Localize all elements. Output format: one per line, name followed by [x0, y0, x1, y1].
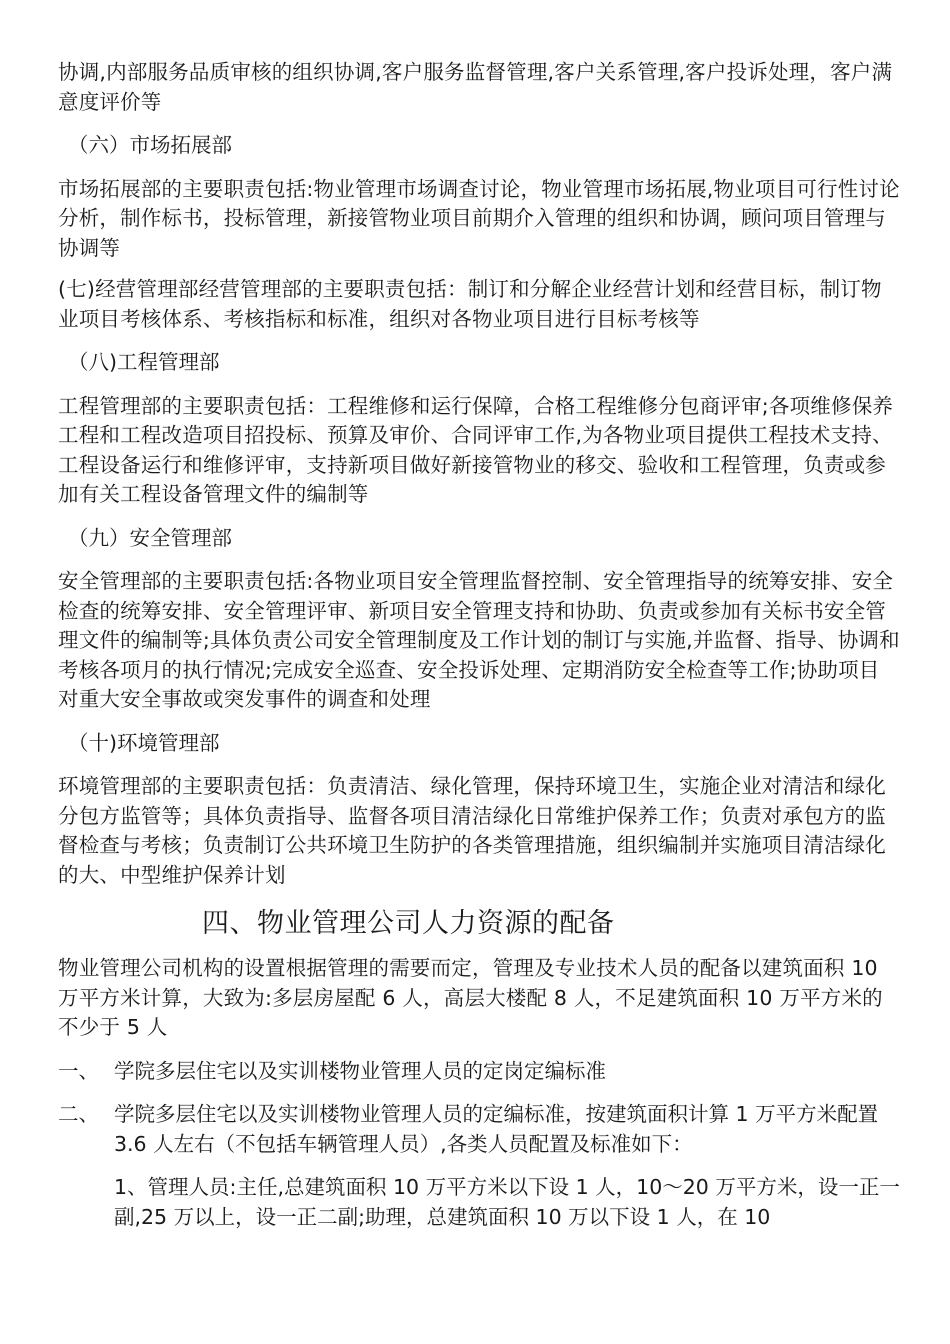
heading-market-expansion: （六）市场拓展部 — [68, 133, 232, 157]
paragraph-engineering: 工程管理部的主要职责包括：工程维修和运行保障，合格工程维修分包商评审;各项维修保养工程和工程改造项目招投标、预算及审价、合同评审工作,为各物业项目提供工程技术支持、工程设备运行和维修评审，支持新项目做好新接管物业的移交、验收和工程管理，负责或参加有关工程设备管理文件的编制等 — [58, 393, 894, 506]
item-number: 一、 — [58, 1058, 99, 1083]
paragraph-security: 安全管理部的主要职责包括:各物业项目安全管理监督控制、安全管理指导的统筹安排、安全检查的统筹安排、安全管理评审、新项目安全管理支持和协助、负责或参加有关标书安全管理文件的编制等;具体负责公司安全管理制度及工作计划的制订与实施,并监督、指导、协调和考核各项月的执行情况;完成安全巡查、安全投诉处理、定期消防安全检查等工作;协助项目对重大安全事故或突发事件的调查和处理 — [58, 569, 900, 711]
heading-security: （九）安全管理部 — [68, 525, 232, 550]
paragraph-customer-service: 协调,内部服务品质审核的组织协调,客户服务监督管理,客户关系管理,客户投诉处理，客户满意度评价等 — [58, 60, 893, 114]
paragraph-hr-allocation: 物业管理公司机构的设置根据管理的需要而定，管理及专业技术人员的配备以建筑面积 10 万平方米计算，大致为:多层房屋配 6 人，高层大楼配 8 人，不足建筑面积 10 万平方米的不少于 5 人 — [58, 956, 883, 1039]
document-page — [58, 58, 900, 1232]
sub-item-management-staff: 1、管理人员:主任,总建筑面积 10 万平方米以下设 1 人，10～20 万平方米，设一正一副,25 万以上，设一正二副;助理，总建筑面积 10 万以下设 1 人，在 10 — [114, 1175, 900, 1229]
paragraph-environment: 环境管理部的主要职责包括：负责清洁、绿化管理，保持环境卫生，实施企业对清洁和绿化分包方监管等；具体负责指导、监督各项目清洁绿化日常维护保养工作；负责对承包方的监督检查与考核；负责制订公共环境卫生防护的各类管理措施，组织编制并实施项目清洁绿化的大、中型维护保养计划 — [58, 774, 886, 887]
heading-engineering: （八)工程管理部 — [68, 350, 220, 374]
section-title-hr: 四、物业管理公司人力资源的配备 — [202, 908, 615, 939]
item-text: 学院多层住宅以及实训楼物业管理人员的定岗定编标准 — [114, 1058, 606, 1083]
heading-environment: （十)环境管理部 — [68, 730, 220, 755]
paragraph-operations-management: (七)经营管理部经营管理部的主要职责包括：制订和分解企业经营计划和经营目标，制订物业项目考核体系、考核指标和标准，组织对各物业项目进行目标考核等 — [58, 277, 882, 331]
item-number: 二、 — [58, 1102, 99, 1126]
item-text: 学院多层住宅以及实训楼物业管理人员的定编标准，按建筑面积计算 1 万平方米配置 3.6 人左右（不包括车辆管理人员）,各类人员配置及标准如下： — [114, 1102, 879, 1156]
numbered-item-2 — [58, 1100, 900, 1159]
paragraph-market-expansion: 市场拓展部的主要职责包括:物业管理市场调查讨论，物业管理市场拓展,物业项目可行性讨论分析，制作标书，投标管理，新接管物业项目前期介入管理的组织和协调，顾问项目管理与协调等 — [58, 176, 900, 260]
numbered-item-1 — [58, 1057, 900, 1087]
